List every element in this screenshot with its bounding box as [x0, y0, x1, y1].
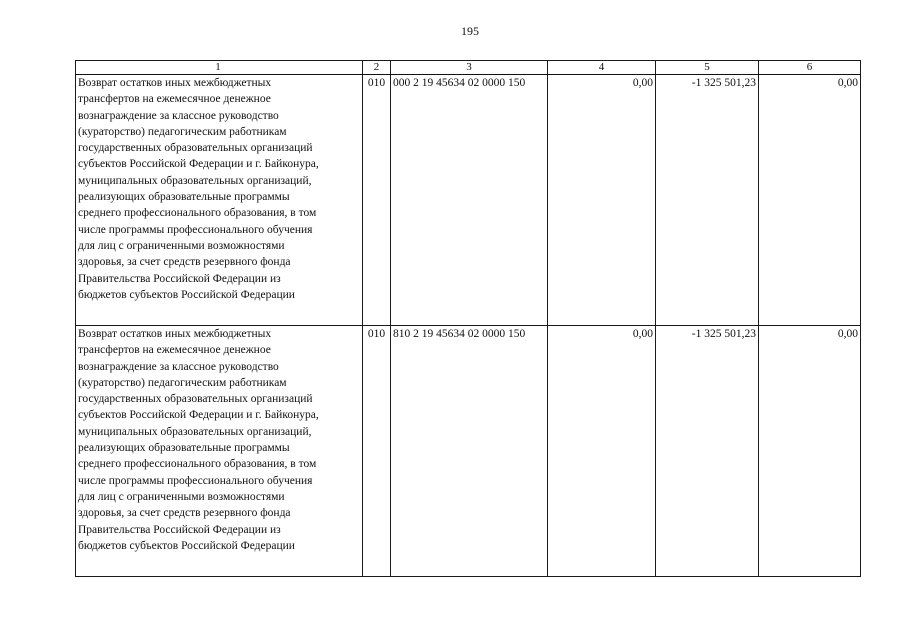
table-row [76, 75, 861, 326]
column-header-4: 4 [548, 61, 656, 75]
row-value-col6: 0,00 [759, 75, 861, 326]
row-budget-code: 000 2 19 45634 02 0000 150 [391, 75, 548, 326]
column-header-1: 1 [76, 61, 363, 75]
row-value-col5: -1 325 501,23 [656, 326, 759, 577]
column-number-row [76, 61, 861, 75]
row-value-col4: 0,00 [548, 326, 656, 577]
row-admin-code: 010 [363, 75, 391, 326]
budget-table [75, 60, 861, 577]
page-number: 195 [461, 24, 479, 38]
row-description: Возврат остатков иных межбюджетных трансфертов на ежемесячное денежное вознаграждение за классное руководство (кураторство) педагогическим работникам государственных образовательных организаций субъектов Российской Федерации и г. Байконура, муниципальных образовательных организаций, реализующих образовательные программы среднего профессионального образования, в том числе программы профессионального обучения для лиц с ограниченными возможностями здоровья, за счет средств резервного фонда Правительства Российской Федерации из бюджетов субъектов Российской Федерации [76, 326, 363, 577]
column-header-3: 3 [391, 61, 548, 75]
column-header-6: 6 [759, 61, 861, 75]
table-row [76, 326, 861, 577]
row-admin-code: 010 [363, 326, 391, 577]
column-header-2: 2 [363, 61, 391, 75]
row-value-col4: 0,00 [548, 75, 656, 326]
column-header-5: 5 [656, 61, 759, 75]
row-value-col6: 0,00 [759, 326, 861, 577]
row-budget-code: 810 2 19 45634 02 0000 150 [391, 326, 548, 577]
row-description: Возврат остатков иных межбюджетных трансфертов на ежемесячное денежное вознаграждение за классное руководство (кураторство) педагогическим работникам государственных образовательных организаций субъектов Российской Федерации и г. Байконура, муниципальных образовательных организаций, реализующих образовательные программы среднего профессионального образования, в том числе программы профессионального обучения для лиц с ограниченными возможностями здоровья, за счет средств резервного фонда Правительства Российской Федерации из бюджетов субъектов Российской Федерации [76, 75, 363, 326]
row-value-col5: -1 325 501,23 [656, 75, 759, 326]
